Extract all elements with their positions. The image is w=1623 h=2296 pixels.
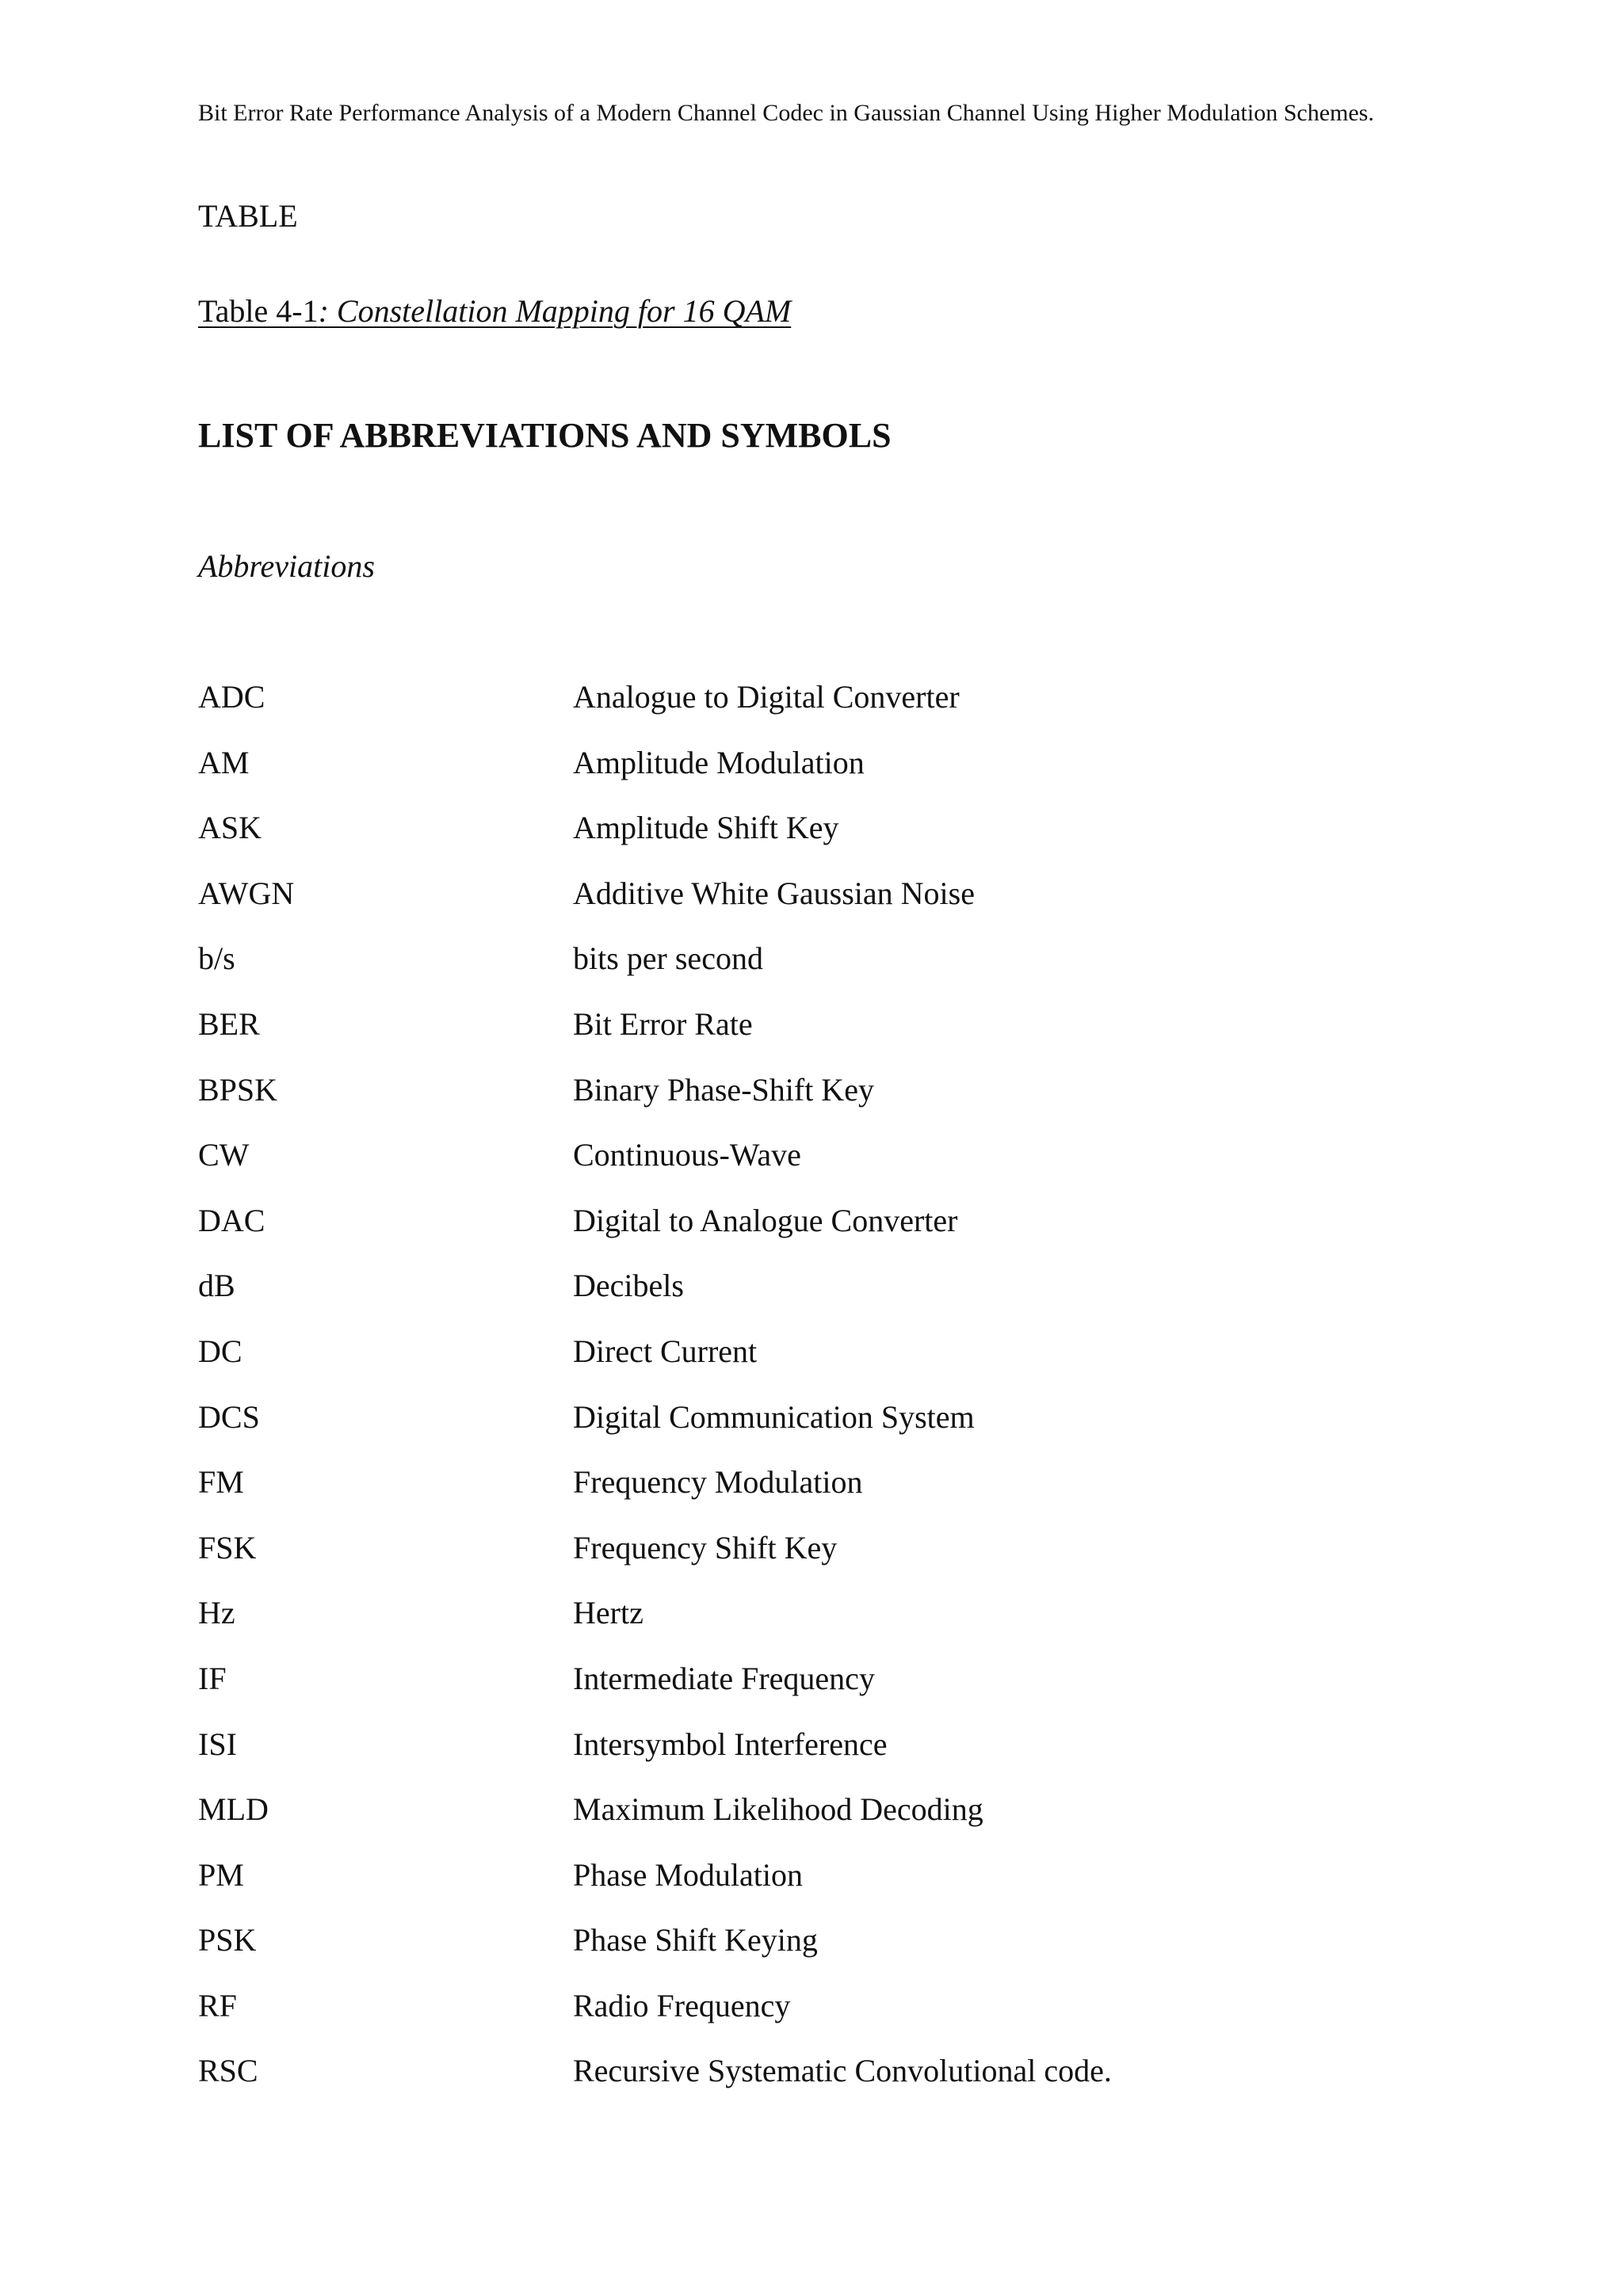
abbreviation-term: BER	[198, 1005, 260, 1042]
abbreviation-row	[198, 1528, 1466, 1594]
abbreviation-term: DCS	[198, 1398, 260, 1435]
abbreviation-row	[198, 1463, 1466, 1528]
abbreviation-row	[198, 1659, 1466, 1725]
abbreviation-term: RSC	[198, 2053, 258, 2089]
abbreviation-row	[198, 1725, 1466, 1791]
abbreviation-definition: Digital to Analogue Converter	[573, 1202, 958, 1238]
abbreviation-row	[198, 2051, 1466, 2117]
abbreviation-definition: bits per second	[573, 940, 763, 977]
running-header: Bit Error Rate Performance Analysis of a Modern Channel Codec in Gaussian Channel Using Higher Modulation Schemes.	[198, 100, 1374, 126]
abbreviation-row	[198, 677, 1466, 743]
abbreviation-definition: Frequency Modulation	[573, 1464, 863, 1501]
abbreviation-definition: Direct Current	[573, 1333, 758, 1369]
abbreviation-term: DC	[198, 1333, 242, 1369]
abbreviation-definition: Intersymbol Interference	[573, 1726, 888, 1762]
abbreviation-row	[198, 939, 1466, 1005]
abbreviation-row	[198, 1790, 1466, 1855]
abbreviation-definition: Phase Modulation	[573, 1856, 803, 1893]
abbreviation-term: IF	[198, 1660, 227, 1696]
abbreviation-definition: Maximum Likelihood Decoding	[573, 1791, 983, 1828]
abbreviations-list	[198, 677, 1466, 2117]
abbreviation-term: dB	[198, 1268, 235, 1304]
abbreviation-row	[198, 874, 1466, 940]
abbreviation-row	[198, 1332, 1466, 1398]
table-caption	[198, 292, 791, 331]
abbreviation-term: AWGN	[198, 875, 295, 911]
abbreviation-term: AM	[198, 744, 250, 780]
abbreviation-definition: Amplitude Modulation	[573, 744, 865, 780]
abbreviation-definition: Recursive Systematic Convolutional code.	[573, 2053, 1112, 2089]
abbreviation-row	[198, 1070, 1466, 1136]
abbreviation-term: CW	[198, 1137, 250, 1173]
abbreviation-definition: Frequency Shift Key	[573, 1529, 838, 1566]
abbreviation-row	[198, 1398, 1466, 1463]
abbreviation-term: PM	[198, 1856, 244, 1893]
abbreviation-term: ADC	[198, 679, 265, 715]
abbreviation-row	[198, 1920, 1466, 1986]
abbreviation-definition: Bit Error Rate	[573, 1005, 753, 1042]
section-label: TABLE	[198, 198, 298, 234]
abbreviation-definition: Decibels	[573, 1268, 684, 1304]
abbreviation-definition: Analogue to Digital Converter	[573, 679, 960, 715]
abbreviation-row	[198, 743, 1466, 809]
table-caption-title: : Constellation Mapping for 16 QAM	[318, 293, 792, 329]
abbreviation-row	[198, 1201, 1466, 1267]
abbreviation-definition: Phase Shift Keying	[573, 1922, 818, 1958]
abbreviation-term: FM	[198, 1464, 244, 1501]
abbreviation-row	[198, 1266, 1466, 1332]
abbreviation-row	[198, 1855, 1466, 1921]
abbreviation-term: ASK	[198, 810, 262, 846]
abbreviation-definition: Intermediate Frequency	[573, 1660, 875, 1696]
abbreviation-definition: Additive White Gaussian Noise	[573, 875, 975, 911]
abbreviation-term: BPSK	[198, 1071, 278, 1108]
abbreviation-term: Hz	[198, 1595, 235, 1631]
abbreviation-row	[198, 1135, 1466, 1201]
abbreviation-term: PSK	[198, 1922, 257, 1958]
abbreviation-term: MLD	[198, 1791, 269, 1828]
abbreviation-term: DAC	[198, 1202, 265, 1238]
abbreviation-row	[198, 808, 1466, 874]
abbreviations-subheading: Abbreviations	[198, 548, 375, 584]
abbreviation-definition: Hertz	[573, 1595, 643, 1631]
table-caption-number: Table 4-1	[198, 293, 319, 329]
abbreviation-row	[198, 1593, 1466, 1659]
abbreviation-term: FSK	[198, 1529, 257, 1566]
abbreviation-row	[198, 1005, 1466, 1070]
abbreviation-definition: Digital Communication System	[573, 1398, 975, 1435]
list-heading: LIST OF ABBREVIATIONS AND SYMBOLS	[198, 416, 892, 455]
abbreviation-term: RF	[198, 1987, 237, 2023]
abbreviation-definition: Binary Phase-Shift Key	[573, 1071, 874, 1108]
abbreviation-term: ISI	[198, 1726, 237, 1762]
abbreviation-term: b/s	[198, 940, 235, 977]
abbreviation-definition: Radio Frequency	[573, 1987, 791, 2023]
abbreviation-definition: Continuous-Wave	[573, 1137, 801, 1173]
abbreviation-definition: Amplitude Shift Key	[573, 810, 839, 846]
abbreviation-row	[198, 1986, 1466, 2052]
